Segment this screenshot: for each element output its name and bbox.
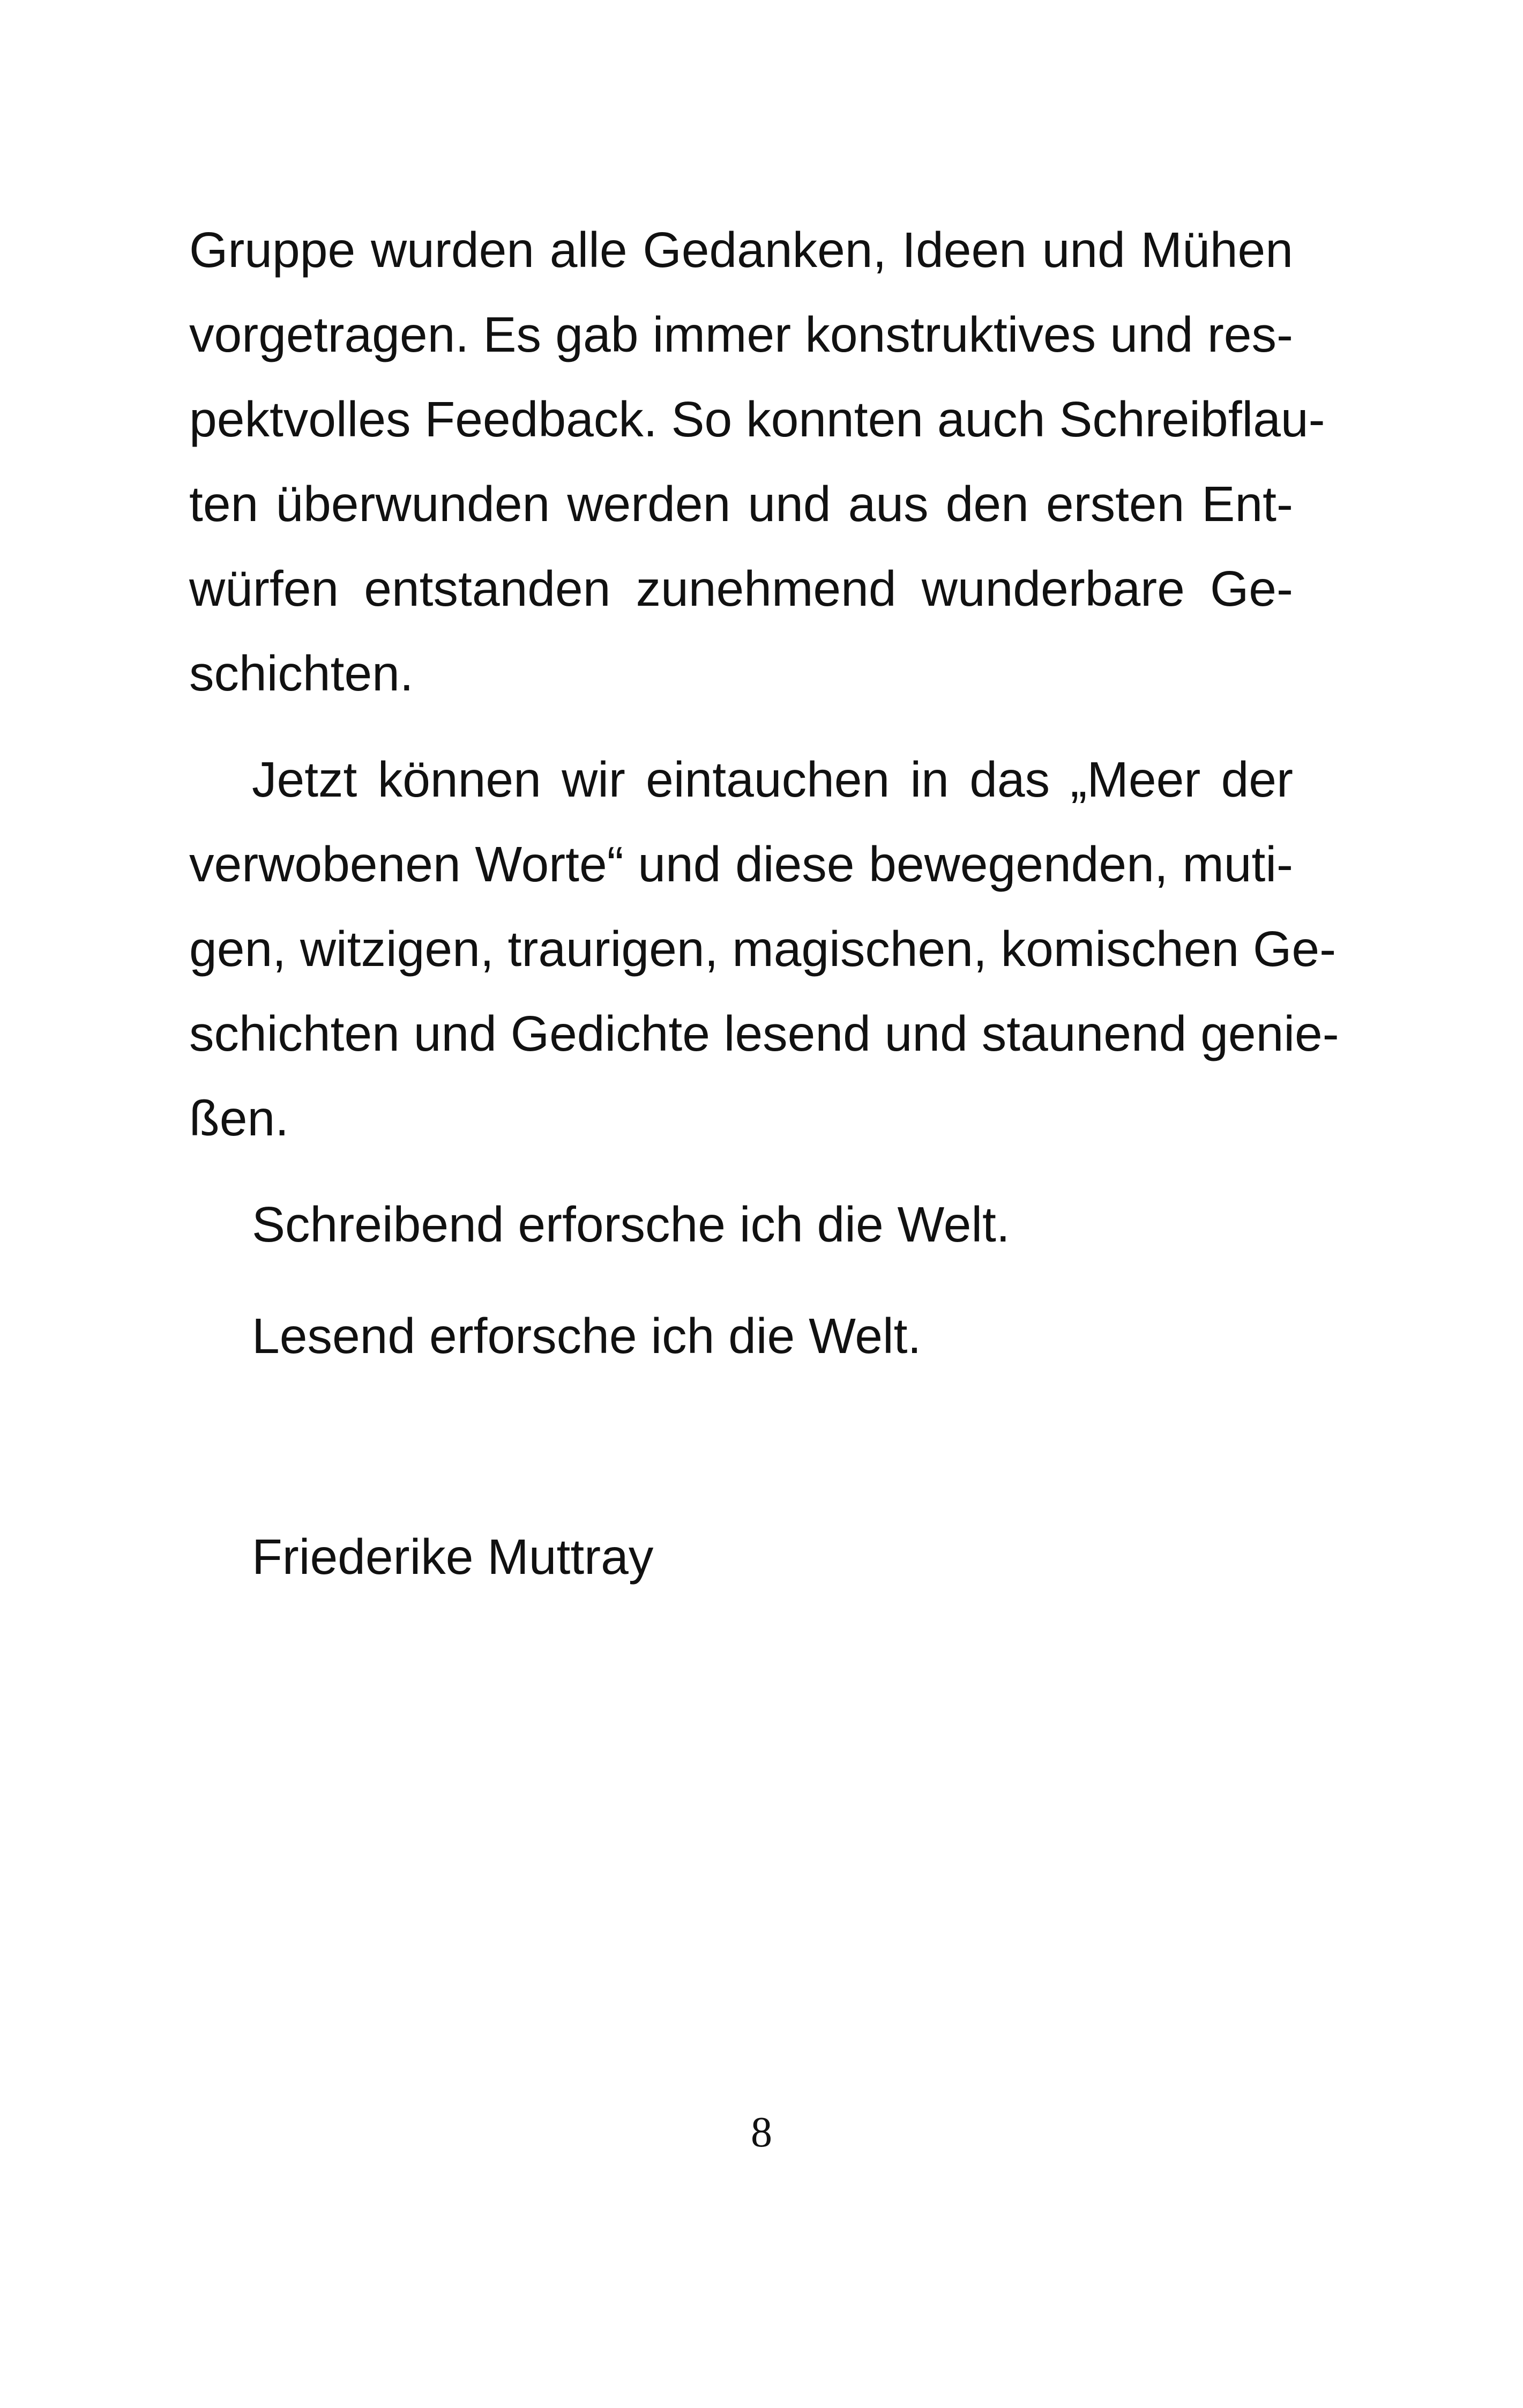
body-text-line: Schreibend erforsche ich die Welt. (252, 1196, 1010, 1252)
body-text-line: Lesend erforsche ich die Welt. (252, 1308, 922, 1364)
body-text-line: würfen entstanden zunehmend wunderbare Ge- (189, 561, 1293, 616)
body-text-line: schichten und Gedichte lesend und staunend genie- (189, 1006, 1339, 1061)
body-text-line: vorgetragen. Es gab immer konstruktives und res- (189, 307, 1293, 362)
author-signature: Friederike Muttray (252, 1529, 654, 1585)
body-text-line: Jetzt können wir eintauchen in das „Meer der (252, 752, 1293, 807)
body-text-line: verwobenen Worte“ und diese bewegenden, muti- (189, 836, 1293, 892)
body-text-line: ten überwunden werden und aus den ersten Ent- (189, 476, 1293, 532)
body-text-line: pektvolles Feedback. So konnten auch Schreibflau- (189, 391, 1325, 447)
body-text-line: gen, witzigen, traurigen, magischen, komischen Ge- (189, 921, 1337, 977)
body-text-line: ßen. (189, 1090, 289, 1146)
body-text-line: Gruppe wurden alle Gedanken, Ideen und Mühen (189, 222, 1293, 278)
page-number: 8 (751, 2109, 772, 2156)
body-text-line: schichten. (189, 645, 414, 701)
